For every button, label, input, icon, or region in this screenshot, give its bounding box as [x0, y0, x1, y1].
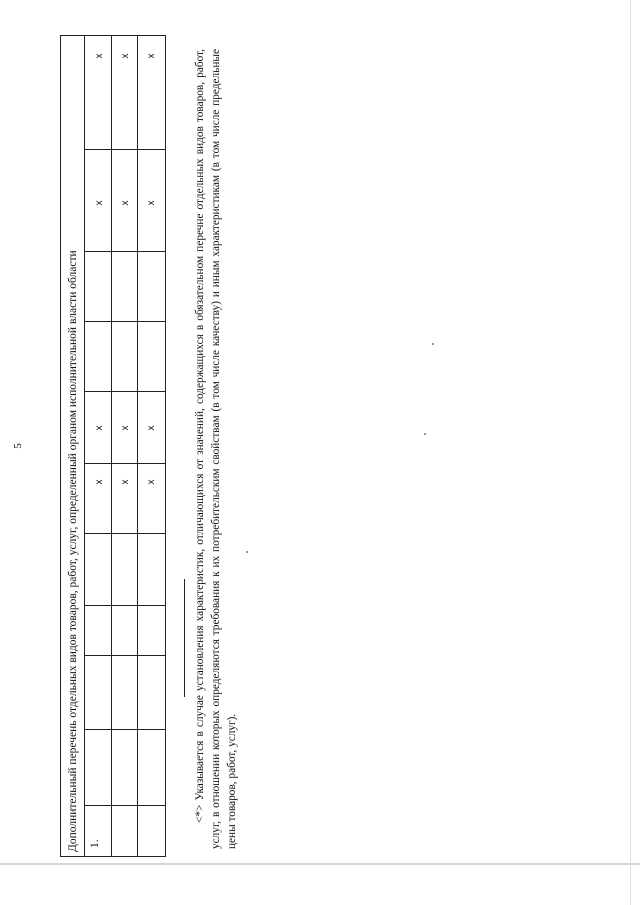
footnote-text: <*> Указывается в случае установления характеристик, отличающихся от значений, содержащихся в обязательном перечне отдельных видов товаров, работ, услуг, в отношении которых определяются требования к их потребительским свойствам (в том числе качеству) и иным характеристикам (в том числе предельные цены товаров, работ, услуг). [194, 49, 238, 849]
cross-mark: x [146, 200, 157, 206]
cross-mark: x [120, 200, 131, 206]
cross-mark: x [146, 479, 157, 485]
cross-mark: x [94, 53, 105, 59]
table-column-divider [85, 655, 165, 656]
table-column-divider [85, 729, 165, 730]
requirements-table [60, 35, 166, 857]
page-number: 5 [12, 443, 24, 449]
scan-artifact-line [630, 0, 631, 905]
scan-speck [246, 551, 248, 553]
cross-mark: x [94, 200, 105, 206]
table-section-title: Дополнительный перечень отдельных видов товаров, работ, услуг, определенный органом исполнительной власти области [61, 36, 85, 856]
table-column-divider [85, 463, 165, 464]
cross-mark: x [146, 53, 157, 59]
table-column-divider [85, 149, 165, 150]
cross-mark: x [146, 425, 157, 431]
table-column-divider [85, 321, 165, 322]
table-column-divider [85, 805, 165, 806]
cross-mark: x [94, 479, 105, 485]
scan-speck [432, 343, 434, 345]
scan-artifact-line [0, 863, 640, 865]
row-number: 1. [89, 839, 101, 848]
cross-mark: x [120, 53, 131, 59]
cross-mark: x [94, 425, 105, 431]
cross-mark: x [120, 425, 131, 431]
cross-mark: x [120, 479, 131, 485]
table-row-divider [111, 36, 112, 856]
table-column-divider [85, 533, 165, 534]
table-column-divider [85, 605, 165, 606]
table-column-divider [85, 391, 165, 392]
footnote-separator [184, 579, 185, 697]
table-row-divider [137, 36, 138, 856]
scan-speck [424, 433, 426, 435]
table-column-divider [85, 251, 165, 252]
